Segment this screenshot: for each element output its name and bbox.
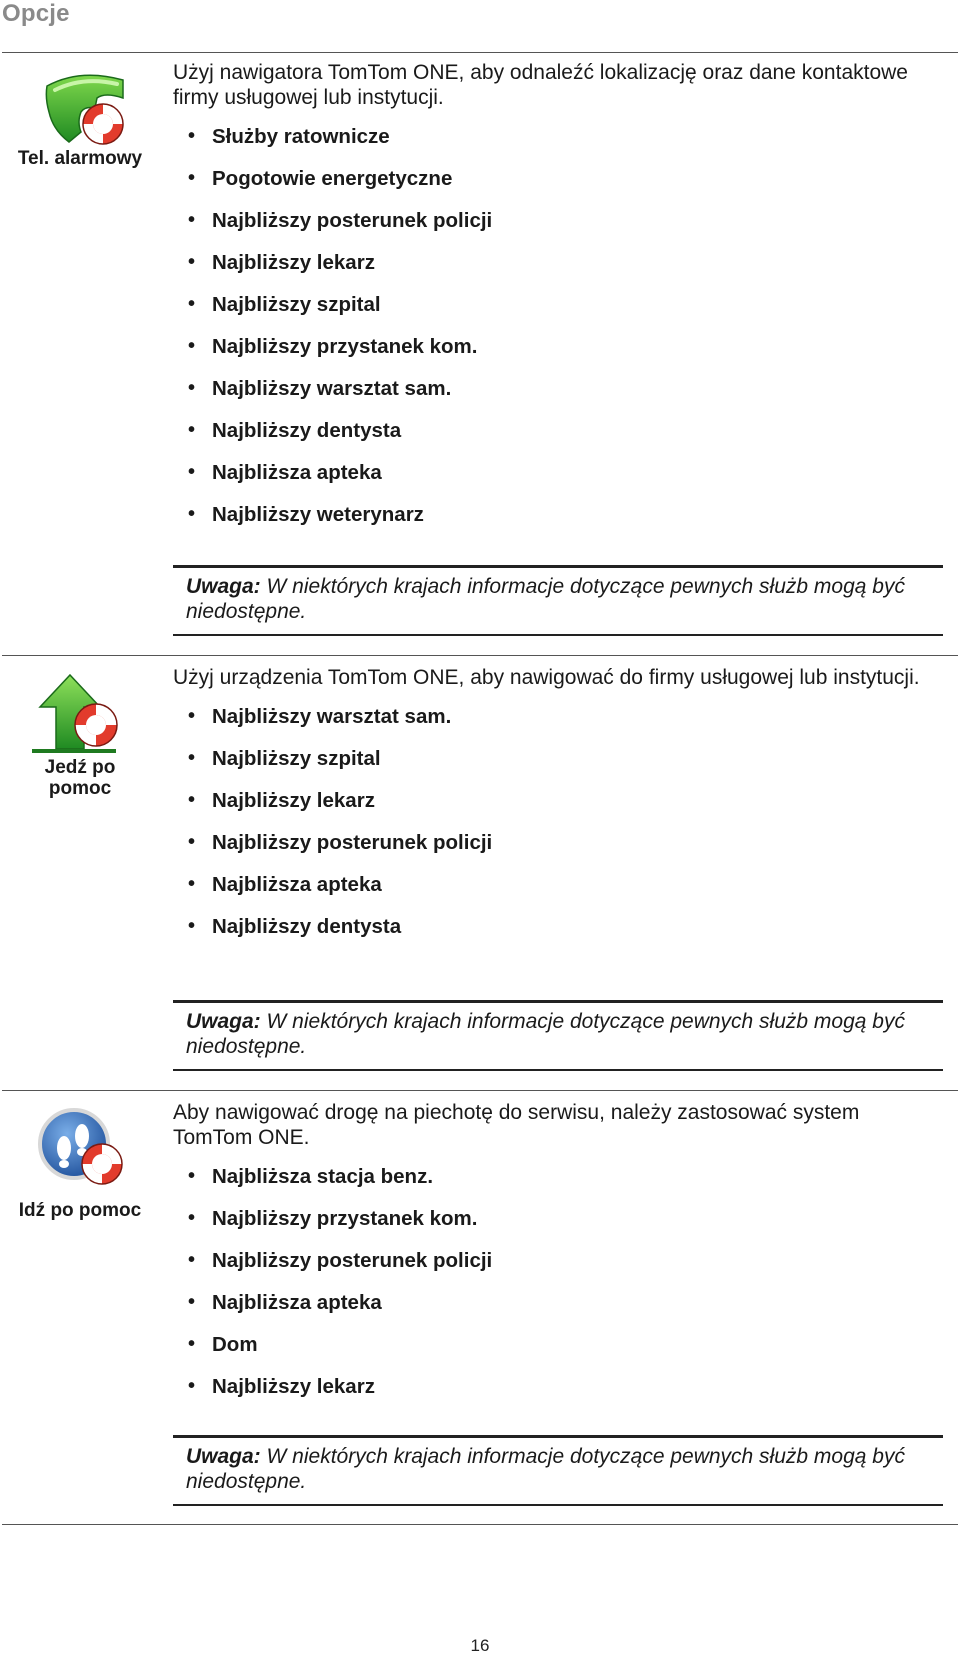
option-label: Idź po pomoc bbox=[18, 1200, 142, 1221]
list-item: • Najbliższy posterunek policji bbox=[188, 831, 493, 854]
bullet-icon: • bbox=[188, 1165, 196, 1187]
bullet-icon: • bbox=[188, 1333, 196, 1355]
list-item: • Najbliższy szpital bbox=[188, 747, 381, 770]
bullet-icon: • bbox=[188, 1207, 196, 1229]
service-list bbox=[173, 124, 943, 544]
bullet-icon: • bbox=[188, 125, 196, 147]
list-item: • Najbliższy posterunek policji bbox=[188, 1249, 493, 1272]
service-list bbox=[173, 704, 943, 956]
option-content bbox=[173, 60, 943, 544]
note-label: Uwaga: bbox=[186, 1010, 261, 1033]
bullet-icon: • bbox=[188, 377, 196, 399]
service-list bbox=[173, 1164, 943, 1416]
title-divider bbox=[2, 52, 958, 53]
note-label: Uwaga: bbox=[186, 1445, 261, 1468]
drive-to-help-icon bbox=[30, 673, 130, 757]
list-item: • Najbliższa apteka bbox=[188, 1291, 382, 1314]
note-box bbox=[173, 1000, 943, 1071]
note-box bbox=[173, 1435, 943, 1506]
list-item: • Dom bbox=[188, 1333, 258, 1356]
option-content bbox=[173, 665, 943, 956]
section-divider bbox=[2, 655, 958, 656]
list-item: • Najbliższy przystanek kom. bbox=[188, 335, 478, 358]
option-icon-column[interactable] bbox=[0, 1108, 160, 1221]
list-item: • Najbliższy lekarz bbox=[188, 1375, 375, 1398]
bullet-icon: • bbox=[188, 461, 196, 483]
list-item: • Najbliższa apteka bbox=[188, 461, 382, 484]
option-description: Użyj urządzenia TomTom ONE, aby nawigować do firmy usługowej lub instytucji. bbox=[173, 666, 920, 689]
option-description: Użyj nawigatora TomTom ONE, aby odnaleźć lokalizację oraz dane kontaktowe firmy usługowej lub instytucji. bbox=[173, 61, 908, 109]
list-item: • Najbliższy lekarz bbox=[188, 251, 375, 274]
list-item: • Najbliższy warsztat sam. bbox=[188, 377, 452, 400]
bullet-icon: • bbox=[188, 705, 196, 727]
option-content bbox=[173, 1100, 943, 1416]
page-number: 16 bbox=[470, 1636, 490, 1655]
note-text: W niektórych krajach informacje dotyczące pewnych służb mogą być niedostępne. bbox=[186, 575, 905, 623]
list-item: • Najbliższy posterunek policji bbox=[188, 209, 493, 232]
bullet-icon: • bbox=[188, 251, 196, 273]
bullet-icon: • bbox=[188, 335, 196, 357]
note-text: W niektórych krajach informacje dotyczące pewnych służb mogą być niedostępne. bbox=[186, 1445, 905, 1493]
option-label: Tel. alarmowy bbox=[17, 148, 143, 169]
option-icon-column[interactable] bbox=[0, 68, 160, 169]
bullet-icon: • bbox=[188, 831, 196, 853]
bullet-icon: • bbox=[188, 915, 196, 937]
walk-to-help-icon bbox=[30, 1108, 130, 1188]
bullet-icon: • bbox=[188, 873, 196, 895]
list-item: • Najbliższa apteka bbox=[188, 873, 382, 896]
bullet-icon: • bbox=[188, 1375, 196, 1397]
option-description: Aby nawigować drogę na piechotę do serwisu, należy zastosować system TomTom ONE. bbox=[173, 1101, 860, 1149]
list-item: • Najbliższy przystanek kom. bbox=[188, 1207, 478, 1230]
list-item: • Pogotowie energetyczne bbox=[188, 167, 453, 190]
list-item: • Najbliższy dentysta bbox=[188, 915, 402, 938]
note-text: W niektórych krajach informacje dotyczące pewnych służb mogą być niedostępne. bbox=[186, 1010, 905, 1058]
list-item: • Najbliższy lekarz bbox=[188, 789, 375, 812]
note-box bbox=[173, 565, 943, 636]
section-divider bbox=[2, 1090, 958, 1091]
list-item: • Najbliższy weterynarz bbox=[188, 503, 424, 526]
bullet-icon: • bbox=[188, 1249, 196, 1271]
list-item: • Służby ratownicze bbox=[188, 125, 390, 148]
option-label: Jedź po pomoc bbox=[44, 757, 116, 799]
list-item: • Najbliższy warsztat sam. bbox=[188, 705, 452, 728]
bullet-icon: • bbox=[188, 1291, 196, 1313]
bullet-icon: • bbox=[188, 503, 196, 525]
emergency-phone-icon bbox=[25, 68, 135, 148]
section-divider bbox=[2, 1524, 958, 1525]
bullet-icon: • bbox=[188, 747, 196, 769]
bullet-icon: • bbox=[188, 419, 196, 441]
list-item: • Najbliższy szpital bbox=[188, 293, 381, 316]
list-item: • Najbliższy dentysta bbox=[188, 419, 402, 442]
bullet-icon: • bbox=[188, 167, 196, 189]
bullet-icon: • bbox=[188, 789, 196, 811]
page-title: Opcje bbox=[2, 0, 70, 27]
bullet-icon: • bbox=[188, 209, 196, 231]
bullet-icon: • bbox=[188, 293, 196, 315]
note-label: Uwaga: bbox=[186, 575, 261, 598]
list-item: • Najbliższa stacja benz. bbox=[188, 1165, 434, 1188]
option-icon-column[interactable] bbox=[0, 673, 160, 799]
